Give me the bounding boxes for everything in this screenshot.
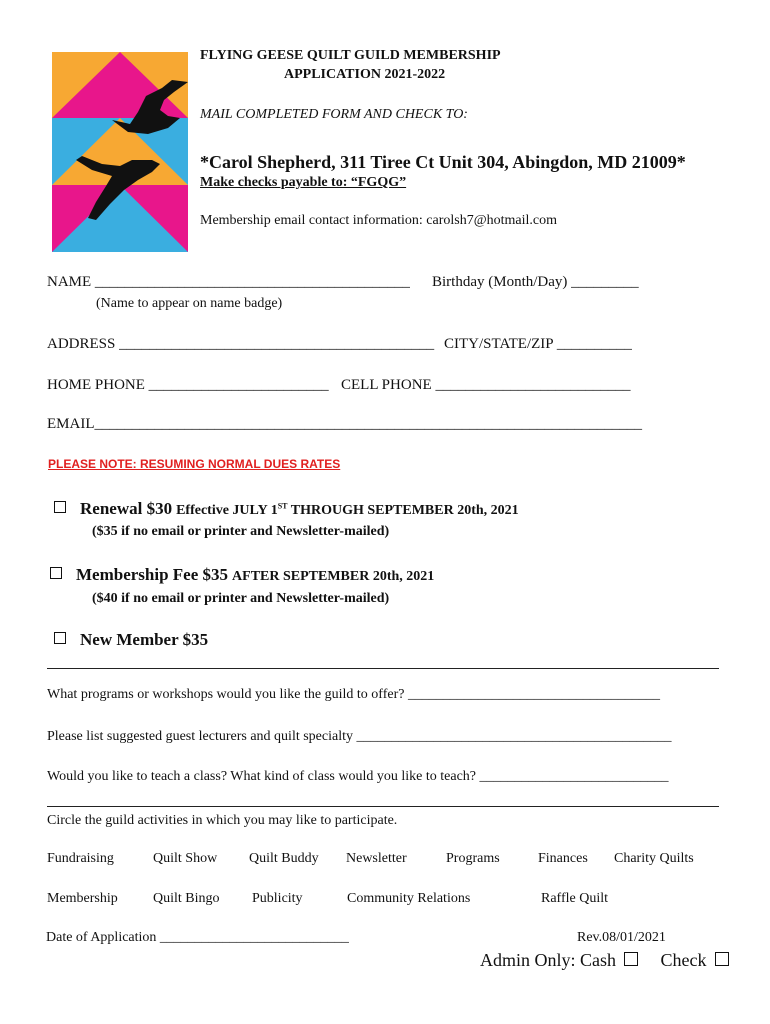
activity-quilt-buddy[interactable]: Quilt Buddy [249, 851, 319, 866]
checks-payable: Make checks payable to: “FGQG” [200, 175, 407, 190]
form-title-line1: FLYING GEESE QUILT GUILD MEMBERSHIP [200, 48, 501, 63]
membership-fee-label: Membership Fee $35 [76, 565, 229, 584]
email-field[interactable]: EMAIL_________________________________________________________________________ [47, 416, 642, 432]
membership-fee-subnote: ($40 if no email or printer and Newsletter-mailed) [92, 591, 390, 606]
cash-checkbox[interactable] [624, 952, 638, 966]
email-contact: Membership email contact information: carolsh7@hotmail.com [200, 213, 557, 228]
renewal-subnote: ($35 if no email or printer and Newsletter-mailed) [92, 524, 390, 539]
city-state-zip-field[interactable]: CITY/STATE/ZIP __________ [444, 336, 632, 352]
activities-prompt: Circle the guild activities in which you may like to participate. [47, 813, 398, 828]
membership-fee-checkbox[interactable] [50, 567, 62, 579]
new-member-option[interactable] [54, 630, 208, 650]
form-title-line2: APPLICATION 2021-2022 [284, 67, 446, 82]
mail-instructions: MAIL COMPLETED FORM AND CHECK TO: [200, 107, 468, 122]
membership-fee-option[interactable] [50, 565, 434, 585]
name-hint: (Name to appear on name badge) [96, 296, 283, 311]
renewal-dates: Effective JULY 1ST THROUGH SEPTEMBER 20th, 2021 [176, 501, 519, 518]
admin-cash-label: Admin Only: Cash [480, 950, 617, 970]
name-field[interactable]: NAME __________________________________________ [47, 274, 410, 290]
membership-fee-dates: AFTER SEPTEMBER 20th, 2021 [232, 569, 435, 584]
admin-check-label: Check [660, 950, 707, 970]
birthday-field[interactable]: Birthday (Month/Day) _________ [432, 274, 639, 290]
address-field[interactable]: ADDRESS __________________________________________ [47, 336, 435, 352]
date-of-application-field[interactable]: Date of Application ___________________________ [46, 930, 349, 945]
guild-logo [52, 52, 188, 252]
home-phone-field[interactable]: HOME PHONE ________________________ [47, 377, 329, 393]
activity-quilt-bingo[interactable]: Quilt Bingo [153, 891, 220, 906]
activity-community-relations[interactable]: Community Relations [347, 891, 471, 906]
activity-newsletter[interactable]: Newsletter [346, 851, 407, 866]
activity-charity-quilts[interactable]: Charity Quilts [614, 851, 694, 866]
admin-only-row [480, 950, 729, 971]
new-member-label: New Member $35 [80, 630, 209, 649]
divider [47, 668, 719, 669]
check-checkbox[interactable] [715, 952, 729, 966]
programs-question[interactable]: What programs or workshops would you like the guild to offer? ____________________________________ [47, 687, 660, 702]
mailing-address: *Carol Shepherd, 311 Tiree Ct Unit 304, Abingdon, MD 21009* [200, 152, 686, 172]
activity-quilt-show[interactable]: Quilt Show [153, 851, 218, 866]
new-member-checkbox[interactable] [54, 632, 66, 644]
renewal-label: Renewal $30 [80, 499, 173, 518]
activity-programs[interactable]: Programs [446, 851, 500, 866]
activity-raffle-quilt[interactable]: Raffle Quilt [541, 891, 609, 906]
activity-publicity[interactable]: Publicity [252, 891, 303, 906]
renewal-checkbox[interactable] [54, 501, 66, 513]
dues-notice: PLEASE NOTE: RESUMING NORMAL DUES RATES [48, 457, 341, 471]
activity-membership[interactable]: Membership [47, 891, 118, 906]
teach-question[interactable]: Would you like to teach a class? What kind of class would you like to teach? ___________________________ [47, 769, 669, 784]
activity-finances[interactable]: Finances [538, 851, 588, 866]
cell-phone-field[interactable]: CELL PHONE __________________________ [341, 377, 631, 393]
divider [47, 806, 719, 807]
revision-date: Rev.08/01/2021 [577, 930, 666, 945]
renewal-option[interactable] [54, 499, 519, 519]
activity-fundraising[interactable]: Fundraising [47, 851, 114, 866]
lecturers-question[interactable]: Please list suggested guest lecturers and quilt specialty _____________________________________________ [47, 729, 672, 744]
